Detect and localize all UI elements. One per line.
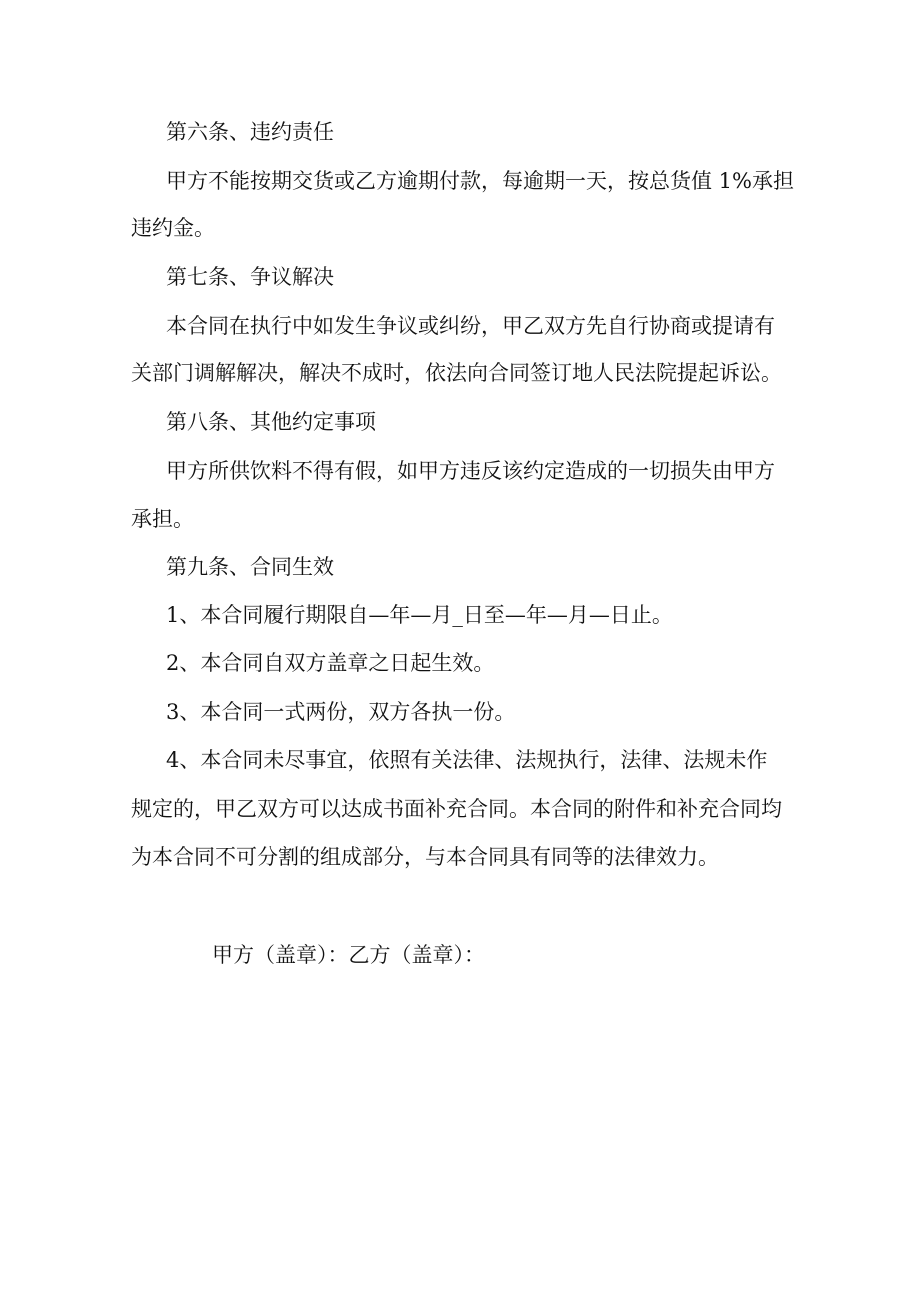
article6-heading: 第六条、违约责任: [166, 120, 334, 144]
article8-body-line-1: 甲方所供饮料不得有假，如甲方违反该约定造成的一切损失由甲方: [166, 459, 775, 483]
article7-heading: 第七条、争议解决: [166, 265, 334, 289]
article9-item-1: 1、本合同履行期限自—年—月_日至—年—月—日止。: [166, 603, 673, 627]
article9-item-2: 2、本合同自双方盖章之日起生效。: [166, 651, 495, 675]
article9-item-4-line-1: 4、本合同未尽事宜，依照有关法律、法规执行，法律、法规未作: [166, 748, 768, 772]
article9-item-4-line-3: 为本合同不可分割的组成部分，与本合同具有同等的法律效力。: [131, 845, 719, 869]
article7-body-line-1: 本合同在执行中如发生争议或纠纷，甲乙双方先自行协商或提请有: [166, 314, 775, 338]
article8-heading: 第八条、其他约定事项: [166, 410, 376, 434]
article9-heading: 第九条、合同生效: [166, 555, 334, 579]
article7-body-line-2: 关部门调解解决，解决不成时，依法向合同签订地人民法院提起诉讼。: [131, 361, 782, 385]
signature-line: 甲方（盖章）：乙方（盖章）：: [212, 943, 485, 967]
article6-body-line-2: 违约金。: [131, 216, 215, 240]
article9-item-3: 3、本合同一式两份，双方各执一份。: [166, 700, 516, 724]
article6-body-line-1: 甲方不能按期交货或乙方逾期付款，每逾期一天，按总货值 1%承担: [166, 169, 794, 193]
article8-body-line-2: 承担。: [131, 507, 194, 531]
article9-item-4-line-2: 规定的，甲乙双方可以达成书面补充合同。本合同的附件和补充合同均: [131, 797, 782, 821]
